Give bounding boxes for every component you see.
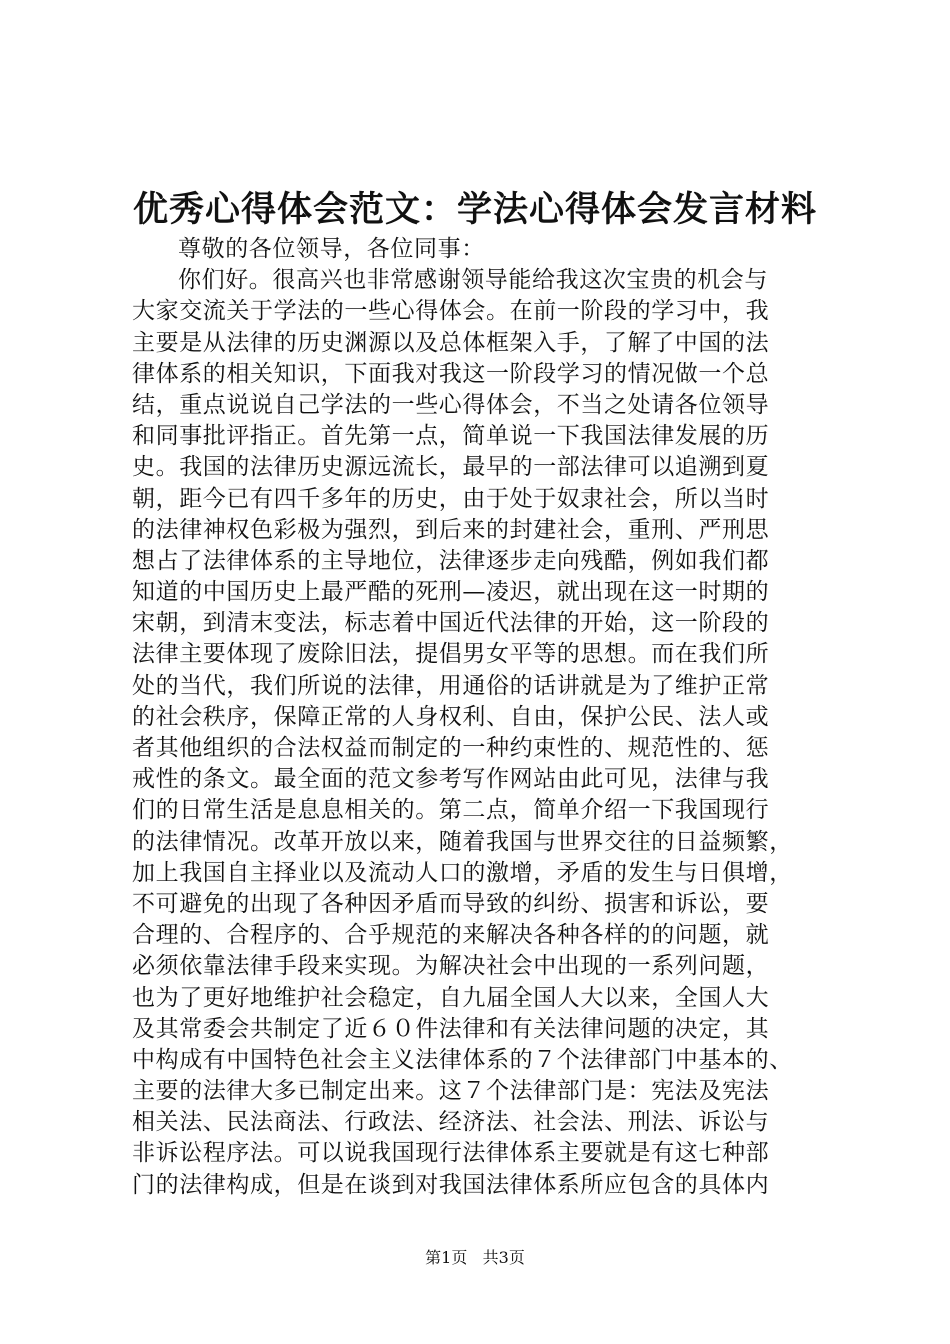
document-title: 优秀心得体会范文：学法心得体会发言材料 xyxy=(132,189,817,230)
paragraph-line: 大家交流关于学法的一些心得体会。在前一阶段的学习中，我 xyxy=(132,298,770,325)
footer-separator xyxy=(472,1248,477,1267)
page-footer xyxy=(0,1246,950,1270)
paragraph-line: 和同事批评指正。首先第一点，简单说一下我国法律发展的历 xyxy=(132,423,770,450)
paragraph-line: 及其常委会共制定了近６０件法律和有关法律问题的决定，其 xyxy=(132,1015,770,1042)
paragraph-line: 的社会秩序，保障正常的人身权利、自由，保护公民、法人或 xyxy=(132,703,770,730)
page-total: 共3页 xyxy=(482,1248,525,1267)
paragraph-line: 朝，距今已有四千多年的历史，由于处于奴隶社会，所以当时 xyxy=(132,485,770,512)
paragraph-line: 必须依靠法律手段来实现。为解决社会中出现的一系列问题， xyxy=(132,953,770,980)
paragraph-line: 知道的中国历史上最严酷的死刑—凌迟，就出现在这一时期的 xyxy=(132,579,770,606)
paragraph-line: 主要是从法律的历史渊源以及总体框架入手，了解了中国的法 xyxy=(132,329,770,356)
document-body xyxy=(132,234,832,1201)
paragraph-line: 相关法、民法商法、行政法、经济法、社会法、刑法、诉讼与 xyxy=(132,1109,770,1136)
paragraph-line: 也为了更好地维护社会稳定，自九届全国人大以来，全国人大 xyxy=(132,984,770,1011)
paragraph-line: 非诉讼程序法。可以说我国现行法律体系主要就是有这七种部 xyxy=(132,1140,770,1167)
paragraph-line: 你们好。很高兴也非常感谢领导能给我这次宝贵的机会与 xyxy=(178,267,768,294)
paragraph-line: 的法律情况。改革开放以来，随着我国与世界交往的日益频繁， xyxy=(132,828,793,855)
paragraph-line: 法律主要体现了废除旧法，提倡男女平等的思想。而在我们所 xyxy=(132,641,770,668)
paragraph-line: 处的当代，我们所说的法律，用通俗的话讲就是为了维护正常 xyxy=(132,672,770,699)
paragraph-line: 结，重点说说自己学法的一些心得体会，不当之处请各位领导 xyxy=(132,391,770,418)
paragraph-line: 戒性的条文。最全面的范文参考写作网站由此可见，法律与我 xyxy=(132,766,770,793)
paragraph-line: 主要的法律大多已制定出来。这７个法律部门是：宪法及宪法 xyxy=(132,1078,770,1105)
paragraph-line: 门的法律构成，但是在谈到对我国法律体系所应包含的具体内 xyxy=(132,1171,770,1198)
paragraph-line: 史。我国的法律历史源远流长，最早的一部法律可以追溯到夏 xyxy=(132,454,770,481)
page-number: 第1页 xyxy=(425,1248,468,1267)
paragraph-line: 加上我国自主择业以及流动人口的激增，矛盾的发生与日俱增， xyxy=(132,859,793,886)
salutation: 尊敬的各位领导，各位同事： xyxy=(178,236,485,262)
paragraph-line: 律体系的相关知识，下面我对我这一阶段学习的情况做一个总 xyxy=(132,360,770,387)
paragraph-line: 宋朝，到清末变法，标志着中国近代法律的开始，这一阶段的 xyxy=(132,610,770,637)
paragraph-line: 中构成有中国特色社会主义法律体系的７个法律部门中基本的、 xyxy=(132,1046,793,1073)
paragraph-line: 者其他组织的合法权益而制定的一种约束性的、规范性的、惩 xyxy=(132,735,770,761)
paragraph-line: 们的日常生活是息息相关的。第二点，简单介绍一下我国现行 xyxy=(132,797,770,824)
paragraph-line: 合理的、合程序的、合乎规范的来解决各种各样的的问题，就 xyxy=(132,922,770,949)
paragraph-line: 的法律神权色彩极为强烈，到后来的封建社会，重刑、严刑思 xyxy=(132,516,770,543)
paragraph-line: 想占了法律体系的主导地位，法律逐步走向残酷，例如我们都 xyxy=(132,547,770,574)
paragraph-line: 不可避免的出现了各种因矛盾而导致的纠纷、损害和诉讼，要 xyxy=(132,890,770,917)
